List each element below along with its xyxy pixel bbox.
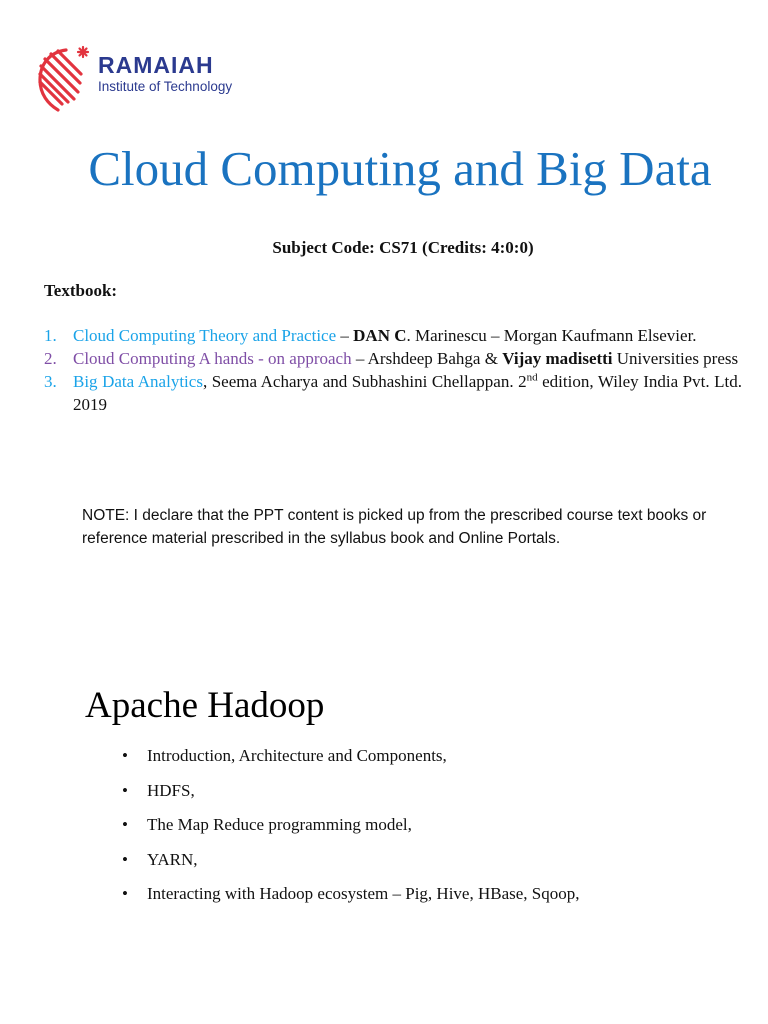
textbook-item xyxy=(44,347,742,370)
topic-text: YARN, xyxy=(147,849,198,869)
topic-text: HDFS, xyxy=(147,780,195,800)
book-details: – Arshdeep Bahga & xyxy=(351,349,503,368)
bullet-icon: • xyxy=(122,849,128,869)
logo-name: RAMAIAH xyxy=(98,52,214,78)
book-author: DAN C xyxy=(353,326,407,345)
book-details: . Marinescu – Morgan Kaufmann Elsevier. xyxy=(406,326,697,345)
subject-code: Subject Code: CS71 (Credits: 4:0:0) xyxy=(272,238,534,257)
list-item xyxy=(120,779,580,814)
book-dash: – xyxy=(336,326,354,345)
list-number: 3. xyxy=(44,372,57,391)
slide-apache-hadoop xyxy=(0,640,768,1024)
textbook-label: Textbook: xyxy=(44,281,118,300)
list-item xyxy=(120,813,580,848)
note-disclaimer: NOTE: I declare that the PPT content is picked up from the prescribed course text books or reference material prescribed in the syllabus book and Online Portals. xyxy=(82,507,707,547)
list-item xyxy=(120,848,580,883)
topic-text: Interacting with Hadoop ecosystem – Pig, Hive, HBase, Sqoop, xyxy=(147,884,580,903)
bullet-icon: • xyxy=(122,746,128,765)
book-details: , Seema Acharya and Subhashini Chellappan. 2 xyxy=(202,372,527,391)
book-title: Big Data Analytics xyxy=(73,372,203,391)
list-item xyxy=(120,882,580,917)
book-publisher: Universities press xyxy=(612,349,739,368)
book-publisher: edition, Wiley India Pvt. Ltd. 2019 xyxy=(73,372,742,414)
bullet-icon: • xyxy=(122,815,128,834)
textbook-list xyxy=(44,324,742,416)
list-number: 2. xyxy=(44,349,57,368)
book-title: Cloud Computing Theory and Practice xyxy=(73,326,337,345)
edition-superscript: nd xyxy=(526,371,538,384)
ramaiah-emblem-icon xyxy=(36,44,96,114)
list-item xyxy=(120,744,580,779)
book-author: Vijay madisetti xyxy=(502,349,613,368)
book-title: Cloud Computing A hands - on approach xyxy=(73,349,352,368)
textbook-item xyxy=(44,370,742,416)
topic-text: The Map Reduce programming model, xyxy=(147,815,412,834)
page-title: Cloud Computing and Big Data xyxy=(88,141,712,196)
ramaiah-logo xyxy=(36,44,266,114)
logo-subtitle: Institute of Technology xyxy=(98,79,233,94)
list-number: 1. xyxy=(44,326,57,345)
bullet-icon: • xyxy=(122,884,128,903)
section-title: Apache Hadoop xyxy=(85,685,325,726)
topic-list xyxy=(120,744,580,917)
bullet-icon: • xyxy=(122,780,128,800)
topic-text: Introduction, Architecture and Components, xyxy=(147,746,447,765)
textbook-item xyxy=(44,324,742,347)
